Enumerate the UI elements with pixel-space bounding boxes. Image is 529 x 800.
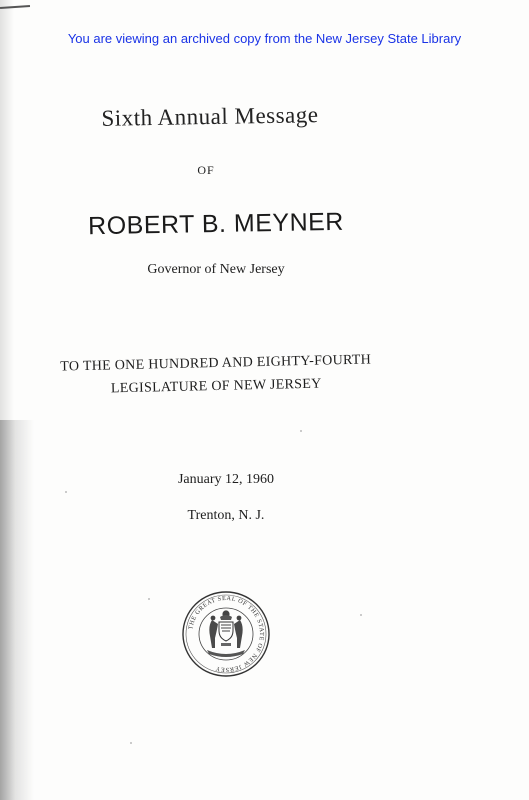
governor-office: Governor of New Jersey [147, 262, 285, 277]
state-seal-icon [181, 590, 271, 678]
legislature-address [0, 347, 432, 403]
scan-speck [65, 491, 67, 493]
scan-speck [300, 430, 302, 432]
message-date: January 12, 1960 [177, 472, 275, 487]
message-place: Trenton, N. J. [187, 508, 265, 523]
governor-name: ROBERT B. MEYNER [87, 207, 345, 241]
scan-speck [148, 598, 150, 600]
legislature-line-2: LEGISLATURE OF NEW JERSEY [110, 376, 322, 397]
scan-speck [360, 614, 362, 616]
legislature-line-1: TO THE ONE HUNDRED AND EIGHTY-FOURTH [60, 352, 372, 375]
seal-text: THE GREAT SEAL OF THE STATE OF NEW JERSEY [187, 594, 266, 674]
scan-speck [130, 742, 132, 744]
archive-banner: You are viewing an archived copy from the New Jersey State Library [67, 31, 462, 46]
document-title: Sixth Annual Message [101, 102, 319, 131]
title-of: OF [197, 163, 215, 177]
